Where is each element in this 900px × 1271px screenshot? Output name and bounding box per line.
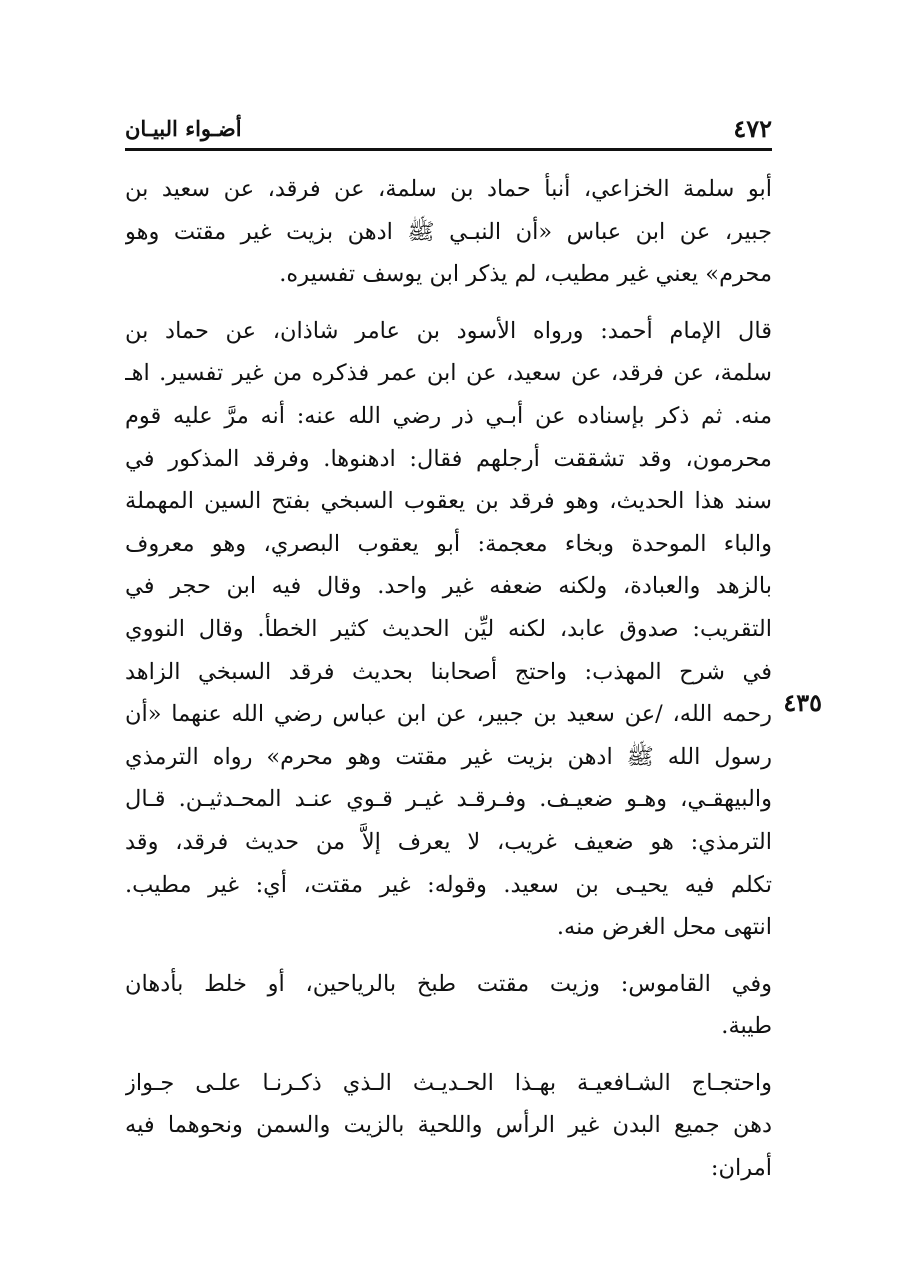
text-line: أمران: <box>710 1155 772 1182</box>
text-line: محرمون، وقد تشققت أرجلهم فقال: ادهنوها. وفرقد المذكور في <box>125 445 772 472</box>
text-line: والبيهقـي، وهـو ضعيـف. وفـرقـد غيـر قـوي عنـد المحـدثيـن. قـال <box>125 786 772 813</box>
text-line: سلمة، عن فرقد، عن سعيد، عن ابن عمر فذكره من غير تفسير. اهـ <box>125 360 772 387</box>
body-text <box>125 168 772 1190</box>
text-line: واحتجـاج الشـافعيـة بهـذا الحـديـث الـذي ذكـرنـا علـى جـواز <box>125 1069 772 1096</box>
text-line: التقريب: صدوق عابد، لكنه ليِّن الحديث كثير الخطأ. وقال النووي <box>125 615 772 642</box>
text-line: تكلم فيه يحيـى بن سعيد. وقوله: غير مقتت، أي: غير مطيب. <box>125 871 772 898</box>
text-line: دهن جميع البدن غير الرأس واللحية بالزيت والسمن ونحوهما فيه <box>125 1112 772 1139</box>
text-line: بالزهد والعبادة، ولكنه ضعفه غير واحد. وقال فيه ابن حجر في <box>125 573 772 600</box>
text-line: في شرح المهذب: واحتج أصحابنا بحديث فرقد السبخي الزاهد <box>125 658 772 685</box>
text-line: الترمذي: هو ضعيف غريب، لا يعرف إلاَّ من حديث فرقد، وقد <box>125 828 772 855</box>
text-line: قال الإمام أحمد: ورواه الأسود بن عامر شاذان، عن حماد بن <box>125 317 772 344</box>
text-line: أبو سلمة الخزاعي، أنبأ حماد بن سلمة، عن فرقد، عن سعيد بن <box>125 176 772 202</box>
text-line: جبير، عن ابن عباس «أن النبـي ﷺ ادهن بزيت غير مقتت وهو <box>125 218 772 245</box>
book-title: أضـواء البيـان <box>125 116 242 141</box>
text-line: سند هذا الحديث، وهو فرقد بن يعقوب السبخي بفتح السين المهملة <box>125 488 772 515</box>
text-line: انتهى محل الغرض منه. <box>556 914 772 941</box>
margin-page-reference: ٤٣٥ <box>783 688 822 717</box>
page-header <box>125 112 772 151</box>
text-line: منه. ثم ذكر بإسناده عن أبـي ذر رضي الله عنه: أنه مرَّ عليه قوم <box>125 402 772 429</box>
text-line: رسول الله ﷺ ادهن بزيت غير مقتت وهو محرم» رواه الترمذي <box>125 743 772 770</box>
text-line: طيبة. <box>721 1013 772 1040</box>
text-line: محرم» يعني غير مطيب، لم يذكر ابن يوسف تفسيره. <box>279 261 772 288</box>
page-number: ٤٧٢ <box>733 114 772 143</box>
text-line: رحمه الله، /عن سعيد بن جبير، عن ابن عباس رضي الله عنهما «أن <box>125 701 772 728</box>
text-line: والباء الموحدة وبخاء معجمة: أبو يعقوب البصري، وهو معروف <box>125 530 772 557</box>
text-line: وفي القاموس: وزيت مقتت طبخ بالرياحين، أو خلط بأدهان <box>125 970 772 997</box>
